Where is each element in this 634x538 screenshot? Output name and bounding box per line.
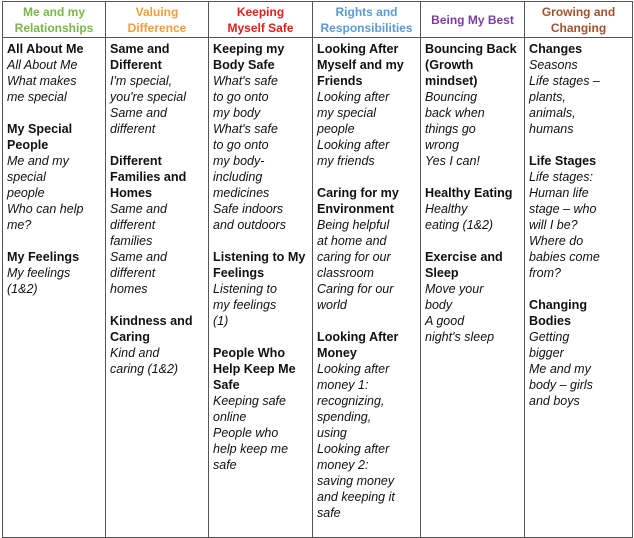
lesson-line: will I be? [529,218,578,232]
topic-block [213,345,309,473]
lesson-line: different [110,266,156,280]
lesson-line: at home and [317,234,387,248]
content-row [3,38,633,538]
column-heading-line: Rights and [335,4,398,19]
column-cell [313,38,421,538]
column-heading-line: Being My Best [431,12,514,27]
column-heading-line: Changing [550,20,607,35]
lesson-line: to go onto [213,138,269,152]
lesson-line: eating (1&2) [425,218,494,232]
lesson-line: and outdoors [213,218,286,232]
column-cell [106,38,209,538]
lesson-line: online [213,410,247,424]
lesson-line: Caring for our [317,282,394,296]
column-heading-line: Relationships [14,20,94,35]
lesson-line: my body- [213,154,265,168]
topic-block [110,41,205,137]
lesson-line: people [7,186,45,200]
lesson-line: Same and [110,106,167,120]
lesson-line: classroom [317,266,374,280]
lesson-line: Life stages: [529,170,593,184]
topic-lesson-list [425,201,521,233]
lesson-line: and keeping it [317,490,395,504]
topic-block [7,121,102,233]
column-heading-line: Responsibilities [320,20,413,35]
topic-title: Bouncing Back (Growth mindset) [425,42,517,88]
topic-block [425,249,521,345]
topic-block [110,153,205,297]
topic-title: Same and Different [110,42,170,72]
lesson-line: Safe indoors [213,202,284,216]
lesson-line: Same and [110,202,167,216]
lesson-line: body [425,298,453,312]
lesson-line: What makes [7,74,77,88]
lesson-line: my friends [317,154,375,168]
column-heading-line: Keeping [236,4,285,19]
topic-title: Keeping my Body Safe [213,42,285,72]
lesson-line: and boys [529,394,580,408]
column-heading [313,2,421,38]
topic-lesson-list [425,89,521,169]
topic-lesson-list [7,265,102,297]
lesson-line: plants, [529,90,566,104]
lesson-line: using [317,426,347,440]
lesson-line: Where do [529,234,584,248]
topic-title: Looking After Money [317,330,399,360]
column-heading-line: Myself Safe [227,20,294,35]
lesson-line: world [317,298,347,312]
lesson-line: Being helpful [317,218,390,232]
lesson-line: babies come [529,250,600,264]
topic-lesson-list [110,73,205,137]
column-heading [106,2,209,38]
column-heading [3,2,106,38]
lesson-line: my feelings [213,298,277,312]
topic-block [110,313,205,377]
lesson-line: help keep me [213,442,289,456]
topic-lesson-list [529,57,629,137]
lesson-line: safe [317,506,341,520]
topic-title: Life Stages [529,154,597,168]
lesson-line: caring for our [317,250,391,264]
lesson-line: Who can help [7,202,84,216]
lesson-line: Looking after [317,90,390,104]
topic-lesson-list [7,153,102,233]
lesson-line: Seasons [529,58,578,72]
lesson-line: People who [213,426,279,440]
lesson-line: from? [529,266,561,280]
topic-title: Listening to My Feelings [213,250,306,280]
header-row [3,2,633,38]
lesson-line: caring (1&2) [110,362,179,376]
topic-block [529,41,629,137]
topic-title: Changing Bodies [529,298,588,328]
lesson-line: money 2: [317,458,369,472]
topic-title: Kindness and Caring [110,314,193,344]
lesson-line: different [110,218,156,232]
topic-block [425,41,521,169]
lesson-line: you're special [110,90,187,104]
lesson-line: my body [213,106,261,120]
lesson-line: Listening to [213,282,277,296]
lesson-line: me special [7,90,67,104]
topic-block [7,41,102,105]
lesson-line: humans [529,122,574,136]
lesson-line: money 1: [317,378,369,392]
lesson-line: things go [425,122,476,136]
lesson-line: Yes I can! [425,154,480,168]
lesson-line: people [317,122,355,136]
lesson-line: Looking after [317,362,390,376]
lesson-line: Me and my [7,154,69,168]
lesson-line: (1) [213,314,229,328]
topic-title: My Special People [7,122,73,152]
topic-title: My Feelings [7,250,80,264]
lesson-line: saving money [317,474,395,488]
lesson-line: bigger [529,346,564,360]
column-heading-line: Valuing [135,4,179,19]
topic-title: All About Me [7,42,84,56]
lesson-line: recognizing, [317,394,385,408]
topic-title: Different Families and Homes [110,154,187,200]
lesson-line: to go onto [213,90,269,104]
lesson-line: All About Me [7,58,78,72]
lesson-line: families [110,234,153,248]
topic-title: Exercise and Sleep [425,250,503,280]
lesson-line: What's safe [213,122,278,136]
lesson-line: different [110,122,156,136]
topic-block [317,41,417,169]
lesson-line: safe [213,458,237,472]
lesson-line: Bouncing [425,90,478,104]
column-cell [3,38,106,538]
lesson-line: homes [110,282,148,296]
topic-lesson-list [317,361,417,521]
topic-lesson-list [425,281,521,345]
topic-block [7,249,102,297]
topic-lesson-list [529,169,629,281]
topic-title: Looking After Myself and my Friends [317,42,404,88]
lesson-line: What's safe [213,74,278,88]
column-heading-line: Me and my [22,4,85,19]
topic-block [213,249,309,329]
topic-lesson-list [213,281,309,329]
lesson-line: Keeping safe [213,394,286,408]
lesson-line: I'm special, [110,74,173,88]
topic-lesson-list [317,89,417,169]
topic-block [529,153,629,281]
column-heading-line: Growing and [541,4,616,19]
column-cell [421,38,525,538]
lesson-line: Looking after [317,442,390,456]
topic-title: People Who Help Keep Me Safe [213,346,296,392]
topic-title: Caring for my Environment [317,186,399,216]
lesson-line: Human life [529,186,589,200]
topic-block [529,297,629,409]
lesson-line: spending, [317,410,372,424]
lesson-line: Me and my [529,362,591,376]
lesson-line: stage – who [529,202,597,216]
topic-title: Healthy Eating [425,186,513,200]
topic-lesson-list [213,393,309,473]
lesson-line: wrong [425,138,460,152]
topic-block [317,185,417,313]
topic-title: Changes [529,42,583,56]
lesson-line: Life stages – [529,74,600,88]
column-cell [525,38,633,538]
lesson-line: me? [7,218,32,232]
lesson-line: my special [317,106,377,120]
lesson-line: Same and [110,250,167,264]
topic-block [425,185,521,233]
lesson-line: Move your [425,282,484,296]
topic-block [317,329,417,521]
column-cell [209,38,313,538]
lesson-line: Looking after [317,138,390,152]
lesson-line: Kind and [110,346,160,360]
topic-block [213,41,309,233]
lesson-line: medicines [213,186,270,200]
topic-lesson-list [7,57,102,105]
column-heading-line: Difference [127,20,187,35]
curriculum-table [2,1,633,538]
lesson-line: including [213,170,263,184]
lesson-line: (1&2) [7,282,38,296]
column-heading [421,2,525,38]
lesson-line: A good [425,314,465,328]
topic-lesson-list [110,345,205,377]
column-heading [209,2,313,38]
lesson-line: back when [425,106,485,120]
lesson-line: body – girls [529,378,593,392]
topic-lesson-list [529,329,629,409]
topic-lesson-list [213,73,309,233]
lesson-line: night's sleep [425,330,495,344]
lesson-line: Healthy [425,202,468,216]
lesson-line: animals, [529,106,576,120]
topic-lesson-list [317,217,417,313]
lesson-line: Getting [529,330,570,344]
topic-lesson-list [110,201,205,297]
lesson-line: My feelings [7,266,71,280]
lesson-line: special [7,170,46,184]
column-heading [525,2,633,38]
